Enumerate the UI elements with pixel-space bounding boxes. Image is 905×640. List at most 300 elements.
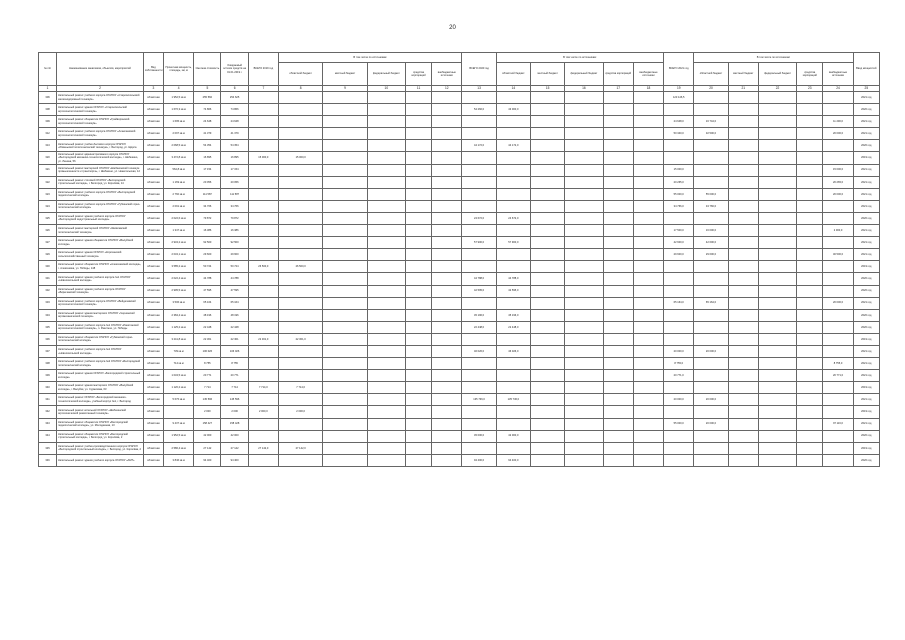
total-2021 bbox=[664, 454, 694, 466]
table-row bbox=[39, 225, 880, 237]
source-2019 bbox=[367, 225, 405, 237]
source-2021 bbox=[758, 345, 796, 357]
source-2019 bbox=[367, 140, 405, 152]
estimated-cost: 42 000 bbox=[194, 430, 221, 442]
source-2020 bbox=[603, 297, 633, 309]
source-2021 bbox=[823, 285, 853, 297]
source-2019 bbox=[432, 430, 462, 442]
source-2021 bbox=[728, 333, 758, 345]
object-name: Капитальный ремонт мастерской ОГАПОУ «Шебекинский техникум промышленности и транспорта», г. Шебекино, ул. Нежегольская, 12 bbox=[57, 164, 144, 176]
source-2019 bbox=[367, 237, 405, 249]
source-2019 bbox=[405, 418, 431, 430]
source-2020 bbox=[531, 394, 565, 406]
column-number: 9 bbox=[323, 86, 367, 92]
source-2021 bbox=[797, 394, 823, 406]
source-2019 bbox=[323, 104, 367, 116]
source-2020 bbox=[565, 152, 603, 164]
source-2020 bbox=[565, 333, 603, 345]
source-2021 bbox=[758, 418, 796, 430]
source-2020 bbox=[531, 212, 565, 224]
source-2019 bbox=[367, 92, 405, 104]
ownership: областная bbox=[143, 116, 163, 128]
source-2020 bbox=[565, 188, 603, 200]
total-2021: 55 000,0 bbox=[664, 418, 694, 430]
capacity: 1 676,3 кв.м bbox=[164, 104, 194, 116]
source-2020 bbox=[565, 212, 603, 224]
column-number: 23 bbox=[797, 86, 823, 92]
row-number: 329 bbox=[39, 249, 57, 261]
table-row bbox=[39, 394, 880, 406]
source-2019 bbox=[432, 116, 462, 128]
commissioning-year: 2020 год bbox=[853, 321, 879, 333]
source-2021 bbox=[797, 92, 823, 104]
balance: 29 600 bbox=[221, 249, 248, 261]
source-2021 bbox=[823, 309, 853, 321]
source-2020 bbox=[531, 249, 565, 261]
source-2019 bbox=[432, 454, 462, 466]
source-2019 bbox=[367, 430, 405, 442]
column-number: 1 bbox=[39, 86, 57, 92]
column-number: 18 bbox=[633, 86, 663, 92]
header-row-top bbox=[39, 53, 880, 63]
source-2020 bbox=[531, 418, 565, 430]
estimated-cost: 79 872 bbox=[194, 212, 221, 224]
balance: 16 895 bbox=[221, 152, 248, 164]
total-2019 bbox=[248, 370, 278, 382]
source-2021 bbox=[797, 176, 823, 188]
object-name: Капитальный ремонт учебного корпуса ОГАПОУ «Губкинский горно-политехнический колледж» bbox=[57, 200, 144, 212]
total-2019 bbox=[248, 297, 278, 309]
total-2020 bbox=[462, 442, 496, 454]
total-2019: 15 000,0 bbox=[248, 152, 278, 164]
source-2021: 29 600,0 bbox=[694, 249, 728, 261]
table-row bbox=[39, 249, 880, 261]
source-2020 bbox=[565, 128, 603, 140]
table-row bbox=[39, 237, 880, 249]
source-2021 bbox=[694, 333, 728, 345]
source-2020 bbox=[603, 430, 633, 442]
header-total-2019: ВСЕГО 2019 год bbox=[248, 53, 278, 86]
table-row bbox=[39, 273, 880, 285]
source-2019 bbox=[405, 128, 431, 140]
total-2021: 123 146,5 bbox=[664, 92, 694, 104]
estimated-cost: 20 771 bbox=[194, 370, 221, 382]
source-2020 bbox=[633, 430, 663, 442]
source-2019 bbox=[367, 128, 405, 140]
row-number: 326 bbox=[39, 225, 57, 237]
column-number: 8 bbox=[278, 86, 322, 92]
balance: 94 400 bbox=[221, 454, 248, 466]
source-2020 bbox=[603, 152, 633, 164]
source-2019 bbox=[323, 333, 367, 345]
source-2020 bbox=[633, 128, 663, 140]
source-2019 bbox=[367, 249, 405, 261]
source-2019 bbox=[405, 164, 431, 176]
source-2019 bbox=[323, 140, 367, 152]
total-2020: 44 788,0 bbox=[462, 273, 496, 285]
table-row bbox=[39, 164, 880, 176]
source-2020 bbox=[496, 128, 530, 140]
source-2020 bbox=[496, 116, 530, 128]
source-2020 bbox=[603, 176, 633, 188]
commissioning-year: 2020 год bbox=[853, 212, 879, 224]
object-name: Капитальный ремонт здания учебного корпуса ОГАПОУ «Бирючанский техникум» bbox=[57, 285, 144, 297]
ownership: областная bbox=[143, 394, 163, 406]
row-number: 320 bbox=[39, 152, 57, 164]
source-2020 bbox=[531, 430, 565, 442]
source-2021 bbox=[797, 249, 823, 261]
commissioning-year: 2021 год bbox=[853, 370, 879, 382]
source-2020 bbox=[633, 333, 663, 345]
row-number: 339 bbox=[39, 370, 57, 382]
balance: 24 648 bbox=[221, 116, 248, 128]
source-2021 bbox=[758, 394, 796, 406]
source-2021 bbox=[758, 406, 796, 418]
table-body bbox=[39, 86, 880, 467]
total-2019 bbox=[248, 128, 278, 140]
source-2020 bbox=[603, 382, 633, 394]
source-2019 bbox=[405, 382, 431, 394]
column-number: 5 bbox=[194, 86, 221, 92]
source-2020: 43 000,0 bbox=[496, 104, 530, 116]
table-row bbox=[39, 345, 880, 357]
source-2021 bbox=[728, 358, 758, 370]
balance: 27 142 bbox=[221, 442, 248, 454]
object-name: Капитальный ремонт здания общежития ОГАПОУ «Валуйский колледж» bbox=[57, 237, 144, 249]
total-2020: 45 000,0 bbox=[462, 430, 496, 442]
source-2019: 22 301,0 bbox=[278, 333, 322, 345]
source-2020 bbox=[496, 92, 530, 104]
table-row bbox=[39, 152, 880, 164]
source-2021 bbox=[823, 212, 853, 224]
source-2021 bbox=[797, 237, 823, 249]
source-2020 bbox=[531, 273, 565, 285]
total-2021: 65 164,0 bbox=[664, 297, 694, 309]
total-2019 bbox=[248, 116, 278, 128]
estimated-cost: 2 000 bbox=[194, 406, 221, 418]
source-2019 bbox=[405, 104, 431, 116]
source-2021 bbox=[694, 164, 728, 176]
table-row bbox=[39, 309, 880, 321]
header-group-2019: В том числе по источникам: bbox=[278, 53, 461, 63]
balance: 145 596 bbox=[221, 394, 248, 406]
source-2020 bbox=[565, 237, 603, 249]
source-2021 bbox=[758, 454, 796, 466]
capacity: 1 952,5 кв.м bbox=[164, 430, 194, 442]
source-2021 bbox=[758, 442, 796, 454]
ownership: областная bbox=[143, 430, 163, 442]
estimated-cost: 145 596 bbox=[194, 394, 221, 406]
total-2019 bbox=[248, 321, 278, 333]
object-name: Капитальный ремонт учебного корпуса ОГАПОУ «Белгородский педагогический колледж» bbox=[57, 188, 144, 200]
total-2021 bbox=[664, 406, 694, 418]
balance: 16 386 bbox=[221, 225, 248, 237]
total-2019 bbox=[248, 104, 278, 116]
balance: 17 154 bbox=[221, 164, 248, 176]
row-number: 324 bbox=[39, 200, 57, 212]
source-2019 bbox=[278, 285, 322, 297]
source-2019 bbox=[432, 333, 462, 345]
source-2021 bbox=[694, 273, 728, 285]
header-source: областной бюджет bbox=[694, 63, 728, 86]
header-source: средства корпораций bbox=[405, 63, 431, 86]
header-group-2020: В том числе по источникам: bbox=[496, 53, 663, 63]
row-number: 308 bbox=[39, 104, 57, 116]
source-2020 bbox=[531, 442, 565, 454]
commissioning-year: 2019 год bbox=[853, 442, 879, 454]
estimated-cost: 106 026 bbox=[194, 345, 221, 357]
source-2020 bbox=[531, 200, 565, 212]
table-row bbox=[39, 321, 880, 333]
commissioning-year: 2019 год bbox=[853, 261, 879, 273]
object-name: Капитальный ремонт общежития ОГАПОУ «Алексеевский колледж», г. Алексеевка, ул. Победы, 148 bbox=[57, 261, 144, 273]
source-2019 bbox=[278, 249, 322, 261]
total-2020 bbox=[462, 200, 496, 212]
total-2019 bbox=[248, 200, 278, 212]
source-2020 bbox=[565, 140, 603, 152]
source-2021 bbox=[728, 128, 758, 140]
header-rownum: № п/п bbox=[39, 53, 57, 86]
ownership: областная bbox=[143, 309, 163, 321]
object-name: Капитальный ремонт общежития ОГАПОУ «Грайворонский агротехнологический техникум» bbox=[57, 116, 144, 128]
source-2020 bbox=[603, 225, 633, 237]
source-2019 bbox=[323, 309, 367, 321]
source-2019 bbox=[323, 237, 367, 249]
source-2020 bbox=[565, 200, 603, 212]
source-2020 bbox=[633, 297, 663, 309]
source-2020 bbox=[565, 249, 603, 261]
source-2021 bbox=[797, 370, 823, 382]
source-2020 bbox=[603, 104, 633, 116]
source-2020 bbox=[531, 176, 565, 188]
source-2021 bbox=[728, 188, 758, 200]
source-2020 bbox=[531, 370, 565, 382]
source-2021 bbox=[758, 140, 796, 152]
source-2020 bbox=[603, 116, 633, 128]
source-2020 bbox=[531, 237, 565, 249]
total-2021 bbox=[664, 321, 694, 333]
total-2021: 20 000,0 bbox=[664, 345, 694, 357]
capacity: 2 068,5 кв.м bbox=[164, 140, 194, 152]
source-2021 bbox=[728, 454, 758, 466]
total-2020: 42 595,0 bbox=[462, 285, 496, 297]
source-2019 bbox=[323, 297, 367, 309]
source-2019 bbox=[405, 345, 431, 357]
capacity: 564,8 кв.м bbox=[164, 164, 194, 176]
source-2020 bbox=[633, 370, 663, 382]
source-2020 bbox=[565, 345, 603, 357]
source-2019: 7 714,0 bbox=[278, 382, 322, 394]
table-row bbox=[39, 92, 880, 104]
capacity: 2 586,4 кв.м bbox=[164, 442, 194, 454]
source-2021 bbox=[797, 116, 823, 128]
capacity: 1 695 кв.м bbox=[164, 116, 194, 128]
source-2019 bbox=[432, 212, 462, 224]
total-2019 bbox=[248, 430, 278, 442]
source-2020: 46 026,0 bbox=[496, 345, 530, 357]
table-row bbox=[39, 358, 880, 370]
object-name: Капитальный ремонт здания ОГАПОУ «Корочанский сельскохозяйственный техникум» bbox=[57, 249, 144, 261]
object-name: Капитальный ремонт столовой ОГАПОУ «Белгородский строительный колледж», г. Белгород, ул. Королёва, 14 bbox=[57, 176, 144, 188]
column-number: 16 bbox=[565, 86, 603, 92]
source-2020 bbox=[603, 200, 633, 212]
source-2021 bbox=[823, 140, 853, 152]
source-2021 bbox=[758, 152, 796, 164]
source-2020: 44 172,0 bbox=[496, 140, 530, 152]
source-2019 bbox=[278, 140, 322, 152]
table-row bbox=[39, 116, 880, 128]
total-2019 bbox=[248, 394, 278, 406]
header-cost: Сметная стоимость bbox=[194, 53, 221, 86]
header-balance: Ожидаемый остаток средств на 01.01.2019 г. bbox=[221, 53, 248, 86]
source-2020 bbox=[496, 164, 530, 176]
table-row bbox=[39, 261, 880, 273]
source-2021 bbox=[758, 370, 796, 382]
source-2021 bbox=[758, 188, 796, 200]
source-2021: 16 744,0 bbox=[694, 116, 728, 128]
source-2019 bbox=[432, 200, 462, 212]
source-2020 bbox=[496, 152, 530, 164]
column-number: 22 bbox=[758, 86, 796, 92]
header-source: внебюджетные источники bbox=[823, 63, 853, 86]
source-2021 bbox=[797, 152, 823, 164]
source-2021 bbox=[797, 333, 823, 345]
balance: 2 000 bbox=[221, 406, 248, 418]
source-2021 bbox=[728, 212, 758, 224]
table-row bbox=[39, 128, 880, 140]
balance: 34 766 bbox=[221, 200, 248, 212]
source-2020 bbox=[603, 273, 633, 285]
source-2020 bbox=[633, 225, 663, 237]
source-2019 bbox=[278, 200, 322, 212]
source-2019 bbox=[323, 418, 367, 430]
total-2020 bbox=[462, 418, 496, 430]
source-2021 bbox=[758, 285, 796, 297]
source-2020 bbox=[633, 345, 663, 357]
source-2020 bbox=[603, 345, 633, 357]
source-2020: 135 736,0 bbox=[496, 394, 530, 406]
source-2021 bbox=[728, 140, 758, 152]
total-2019: 22 301,0 bbox=[248, 333, 278, 345]
source-2021: 20 000,0 bbox=[823, 297, 853, 309]
row-number: 336 bbox=[39, 333, 57, 345]
source-2021 bbox=[797, 321, 823, 333]
source-2021 bbox=[758, 273, 796, 285]
source-2019 bbox=[432, 297, 462, 309]
source-2021: 16 000,0 bbox=[694, 225, 728, 237]
source-2021 bbox=[797, 285, 823, 297]
source-2020 bbox=[496, 249, 530, 261]
source-2019 bbox=[367, 454, 405, 466]
table-row bbox=[39, 285, 880, 297]
source-2020 bbox=[633, 104, 663, 116]
source-2019 bbox=[432, 225, 462, 237]
source-2019 bbox=[278, 297, 322, 309]
source-2019 bbox=[432, 321, 462, 333]
source-2020 bbox=[496, 200, 530, 212]
source-2021 bbox=[728, 249, 758, 261]
source-2019 bbox=[432, 273, 462, 285]
object-name: Капитальный ремонт общежития ОГАПОУ «Белгородский педагогический колледж», ул. Молодежная, 13 bbox=[57, 418, 144, 430]
source-2021 bbox=[728, 382, 758, 394]
source-2020 bbox=[531, 454, 565, 466]
object-name: Капитальный ремонт здания мастерских ОГАПОУ «Чернянский агромеханический техникум» bbox=[57, 309, 144, 321]
object-name: Капитальный ремонт учебного корпуса №1 ОГАПОУ «Ракитянский агротехнологический техникум», п. Ракитное, ул. Победы bbox=[57, 321, 144, 333]
source-2021: 65 164,0 bbox=[694, 297, 728, 309]
source-2020 bbox=[531, 285, 565, 297]
commissioning-year: 2020 год bbox=[853, 454, 879, 466]
investment-table bbox=[38, 52, 880, 467]
source-2021 bbox=[823, 237, 853, 249]
object-name: Капитальный ремонт общежития ОГАПОУ «Губкинский горно-политехнический колледж» bbox=[57, 333, 144, 345]
source-2019 bbox=[323, 188, 367, 200]
source-2019 bbox=[367, 188, 405, 200]
source-2019 bbox=[323, 225, 367, 237]
source-2019 bbox=[367, 418, 405, 430]
source-2020 bbox=[633, 273, 663, 285]
header-source: внебюджетные источники bbox=[432, 63, 462, 86]
source-2020: 94 400,0 bbox=[496, 454, 530, 466]
source-2020 bbox=[565, 116, 603, 128]
estimated-cost: 44 788 bbox=[194, 273, 221, 285]
column-number: 17 bbox=[603, 86, 633, 92]
table-row bbox=[39, 188, 880, 200]
source-2020 bbox=[531, 297, 565, 309]
balance: 42 000 bbox=[221, 430, 248, 442]
source-2021 bbox=[797, 140, 823, 152]
ownership: областная bbox=[143, 297, 163, 309]
source-2021 bbox=[728, 345, 758, 357]
balance: 50 724 bbox=[221, 261, 248, 273]
capacity: 1 169 кв.м bbox=[164, 176, 194, 188]
source-2019 bbox=[405, 297, 431, 309]
commissioning-year: 2020 год bbox=[853, 309, 879, 321]
source-2021 bbox=[728, 116, 758, 128]
source-2020 bbox=[633, 454, 663, 466]
row-number: 332 bbox=[39, 285, 57, 297]
source-2019 bbox=[367, 333, 405, 345]
source-2020 bbox=[633, 358, 663, 370]
source-2019 bbox=[323, 176, 367, 188]
balance: 254 625 bbox=[221, 92, 248, 104]
source-2021 bbox=[823, 430, 853, 442]
ownership: областная bbox=[143, 140, 163, 152]
source-2020 bbox=[531, 382, 565, 394]
estimated-cost: 41 379 bbox=[194, 128, 221, 140]
balance: 48 196 bbox=[221, 309, 248, 321]
source-2020 bbox=[565, 370, 603, 382]
ownership: областная bbox=[143, 249, 163, 261]
total-2020: 57 900,0 bbox=[462, 237, 496, 249]
estimated-cost: 20 056 bbox=[194, 176, 221, 188]
source-2021 bbox=[758, 104, 796, 116]
source-2021 bbox=[758, 237, 796, 249]
column-number: 19 bbox=[664, 86, 694, 92]
total-2021: 20 000,0 bbox=[664, 394, 694, 406]
source-2020 bbox=[565, 92, 603, 104]
source-2019 bbox=[432, 394, 462, 406]
source-2020 bbox=[565, 164, 603, 176]
source-2019 bbox=[367, 345, 405, 357]
source-2020 bbox=[603, 321, 633, 333]
header-source: местный бюджет bbox=[531, 63, 565, 86]
source-2021 bbox=[694, 321, 728, 333]
source-2019 bbox=[432, 370, 462, 382]
balance: 92 500 bbox=[221, 237, 248, 249]
source-2019 bbox=[367, 164, 405, 176]
commissioning-year: 2021 год bbox=[853, 92, 879, 104]
column-number: 24 bbox=[823, 86, 853, 92]
